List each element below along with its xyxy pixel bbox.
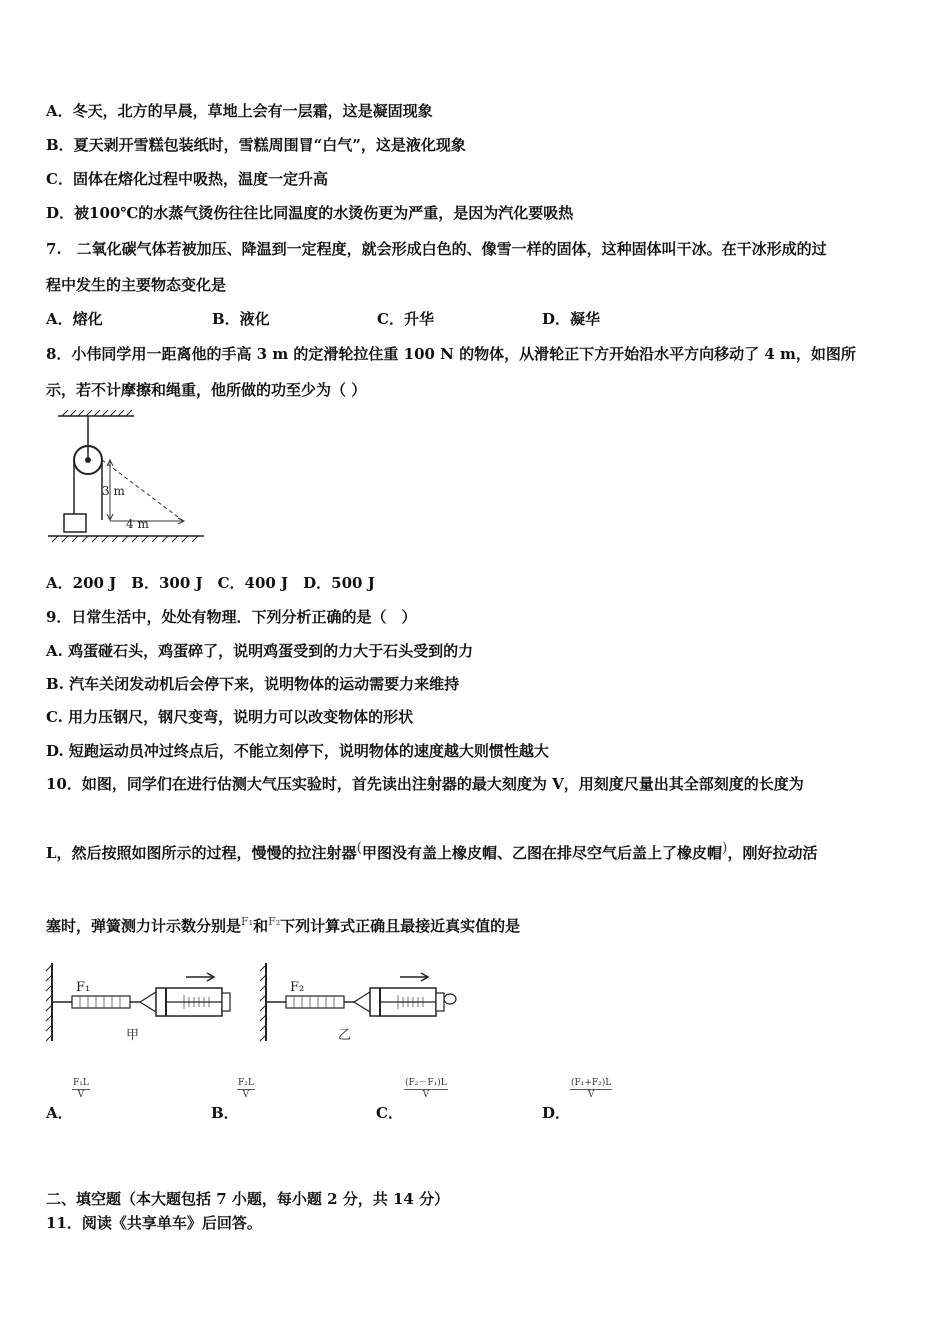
q8-stem-line2: 示，若不计摩擦和绳重，他所做的功至少为（ ）	[46, 381, 367, 399]
force-label-jia: F₁	[76, 980, 91, 995]
q7-stem-line2: 程中发生的主要物态变化是	[46, 276, 227, 294]
q10-option-b-label: B．	[211, 1104, 239, 1122]
q10-option-b-formula: $\frac{\text{F₂L}}{V}$	[238, 1078, 254, 1100]
spring-scale-jia	[72, 996, 130, 1008]
syringe-fig-jia	[46, 963, 230, 1043]
q10-option-d-formula: $\frac{\text{(F₁+F₂)L}}{V}$	[571, 1078, 612, 1100]
q9-option-a: A. 鸡蛋碰石头，鸡蛋碎了，说明鸡蛋受到的力大于石头受到的力	[46, 642, 474, 660]
q8-options: A．200 J B．300 J C．400 J D．500 J	[46, 574, 375, 592]
f2-symbol: F₂	[268, 915, 281, 928]
pulley-figure	[44, 408, 214, 548]
q9-option-b: B. 汽车关闭发动机后会停下来，说明物体的运动需要力来维持	[46, 675, 460, 693]
syringe-figure	[44, 955, 464, 1050]
q7-stem-line1: 7. 二氧化碳气体若被加压、降温到一定程度，就会形成白色的、像雪一样的固体，这种固体叫干冰。在干冰形成的过	[46, 240, 827, 258]
q7-option-b: B．液化	[212, 310, 270, 328]
caption-jia: 甲	[126, 1028, 140, 1043]
q11-stem: 11．阅读《共享单车》后回答。	[46, 1214, 262, 1232]
q7-option-c: C．升华	[377, 310, 434, 328]
width-label: 4 m	[126, 517, 149, 531]
q10-stem-line3: 塞时，弹簧测力计示数分别是$^{F_1}$和$^{F_2}$下列计算式正确且最接近真实值的是	[46, 915, 521, 935]
spring-scale-yi	[286, 996, 344, 1008]
q7-options	[46, 309, 646, 329]
weight-block	[64, 514, 86, 532]
q9-option-c: C. 用力压钢尺，钢尺变弯，说明力可以改变物体的形状	[46, 708, 414, 726]
q9-stem: 9．日常生活中，处处有物理．下列分析正确的是（ ）	[46, 608, 417, 626]
q7-option-d: D．凝华	[542, 310, 601, 328]
q10-stem-line2: L，然后按照如图所示的过程，慢慢的拉注射器(甲图没有盖上橡皮帽、乙图在排尽空气后盖上了橡皮帽)，刚好拉动活	[46, 840, 818, 862]
q6-option-a: A．冬天，北方的早晨，草地上会有一层霜，这是凝固现象	[46, 102, 433, 120]
q10-option-a-label: A．	[46, 1104, 73, 1122]
rubber-cap	[444, 994, 456, 1004]
f1-symbol: F₁	[241, 915, 254, 928]
q10-option-a-formula: $\frac{\text{F₁L}}{V}$	[73, 1078, 89, 1100]
caption-yi: 乙	[338, 1028, 352, 1043]
height-label: 3 m	[102, 484, 125, 498]
section2-title: 二、填空题（本大题包括 7 小题，每小题 2 分，共 14 分）	[46, 1190, 450, 1208]
force-label-yi: F₂	[290, 980, 305, 995]
q10-option-c-formula: $\frac{\text{(F₂－F₁)L}}{V}$	[405, 1078, 447, 1100]
q8-stem-line1: 8．小伟同学用一距离他的手高 3 m 的定滑轮拉住重 100 N 的物体，从滑轮正下方开始沿水平方向移动了 4 m，如图所	[46, 345, 856, 363]
q6-option-c: C．固体在熔化过程中吸热，温度一定升高	[46, 170, 328, 188]
q6-option-d: D．被100℃的水蒸气烫伤往往比同温度的水烫伤更为严重，是因为汽化要吸热	[46, 204, 574, 222]
syringe-fig-yi	[260, 963, 456, 1043]
q10-option-d-label: D．	[542, 1104, 571, 1122]
q7-option-a: A．熔化	[46, 310, 103, 328]
q9-option-d: D. 短跑运动员冲过终点后，不能立刻停下，说明物体的速度越大则惯性越大	[46, 742, 549, 760]
q6-option-b: B．夏天剥开雪糕包装纸时，雪糕周围冒“白气”，这是液化现象	[46, 136, 466, 154]
q10-option-c-label: C．	[376, 1104, 403, 1122]
q10-stem-line1: 10．如图，同学们在进行估测大气压实验时，首先读出注射器的最大刻度为 V，用刻度尺量出其全部刻度的长度为	[46, 775, 804, 793]
